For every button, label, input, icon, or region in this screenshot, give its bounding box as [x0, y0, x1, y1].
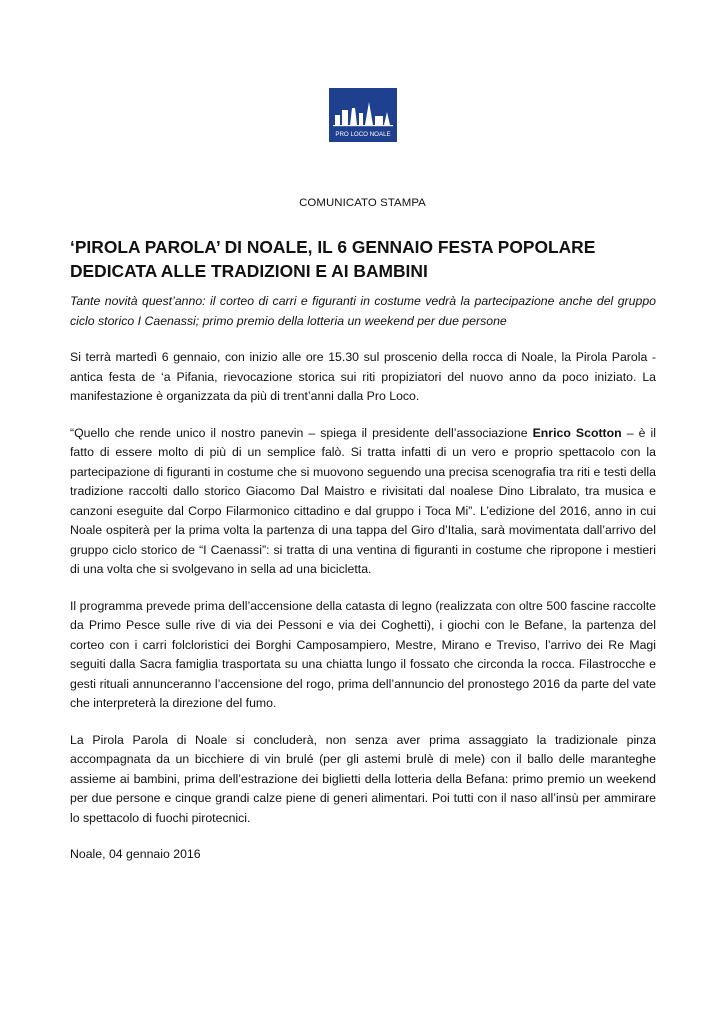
- paragraph-4: La Pirola Parola di Noale si concluderà, non senza aver prima assaggiato la tradizionale pinza accompagnata da un bicchiere di vin brulé (per gli astemi brulè di mele) con il ballo delle maranteghe assieme ai bambini, prima dell’estrazione dei biglietti della lotteria della Befana: primo premio un weekend per due persone e cinque grandi calze piene di generi alimentari. Poi tutti con il naso all’insù per ammirare lo spettacolo di fuochi pirotecnici.: [70, 732, 656, 825]
- paragraph-3: Il programma prevede prima dell’accensione della catasta di legno (realizzata con oltre 500 fascine raccolte da Primo Pesce sulle rive di via dei Pessoni e via dei Coghetti), i giochi con le Befane, la partenza del corteo con i carri folcloristici dei Borghi Camposampiero, Mestre, Mirano e Treviso, l’arrivo dei Re Magi seguiti dalla Sacra famiglia trasportata su una chiatta lungo il fossato che circonda la rocca. Filastrocche e gesti rituali annunceranno l’accensione del rogo, prima dell’annuncio del pronostego 2016 da parte del vate che interpreterà la direzione del fumo.: [70, 598, 656, 710]
- pro-loco-noale-logo: [329, 88, 397, 142]
- press-release-label: COMUNICATO STAMPA: [299, 197, 426, 209]
- date-line: Noale, 04 gennaio 2016: [70, 847, 201, 861]
- president-name: Enrico Scotton: [532, 425, 622, 440]
- lead-paragraph: Tante novità quest’anno: il corteo di carri e figuranti in costume vedrà la partecipazione anche del gruppo ciclo storico I Caenassi; primo premio della lotteria un weekend per due persone: [70, 294, 656, 328]
- logo-graphic: [329, 88, 397, 142]
- article-body: [70, 292, 656, 882]
- paragraph-2-start: “Quello che rende unico il nostro panevin – spiega il presidente dell’associazione: [70, 425, 533, 440]
- page-title: ‘PIROLA PAROLA’ DI NOALE, IL 6 GENNAIO FESTA POPOLARE DEDICATA ALLE TRADIZIONI E AI BAMBINI: [70, 237, 596, 281]
- paragraph-2-rest: – è il fatto di essere molto di più di un semplice falò. Si tratta infatti di un vero e proprio spettacolo con la partecipazione di figuranti in costume che si muovono seguendo una precisa scenografia tra riti e testi della tradizione raccolti dallo storico Giacomo Dal Maistro e rivisitati dal noalese Dino Libralato, tra musica e canzoni eseguite dal Corpo Filarmonico cittadino e dal gruppo i Toca Mi”. L’edizione del 2016, anno in cui Noale ospiterà per la prima volta la partenza di una tappa del Giro d’Italia, sarà movimentata dall’arrivo del gruppo ciclo storico de “I Caenassi”: si tratta di una ventina di figuranti in costume che ripropone i mestieri di una volta che si svolgevano in sella ad una bicicletta.: [70, 425, 656, 576]
- paragraph-2: [70, 424, 656, 580]
- logo-text: PRO LOCO NOALE: [335, 131, 391, 138]
- paragraph-1: Si terrà martedì 6 gennaio, con inizio alle ore 15.30 sul proscenio della rocca di Noale, la Pirola Parola - antica festa de ‘a Pifania, rievocazione storica sui riti propiziatori del nuovo anno da poco iniziato. La manifestazione è organizzata da più di trent’anni dalla Pro Loco.: [70, 350, 656, 403]
